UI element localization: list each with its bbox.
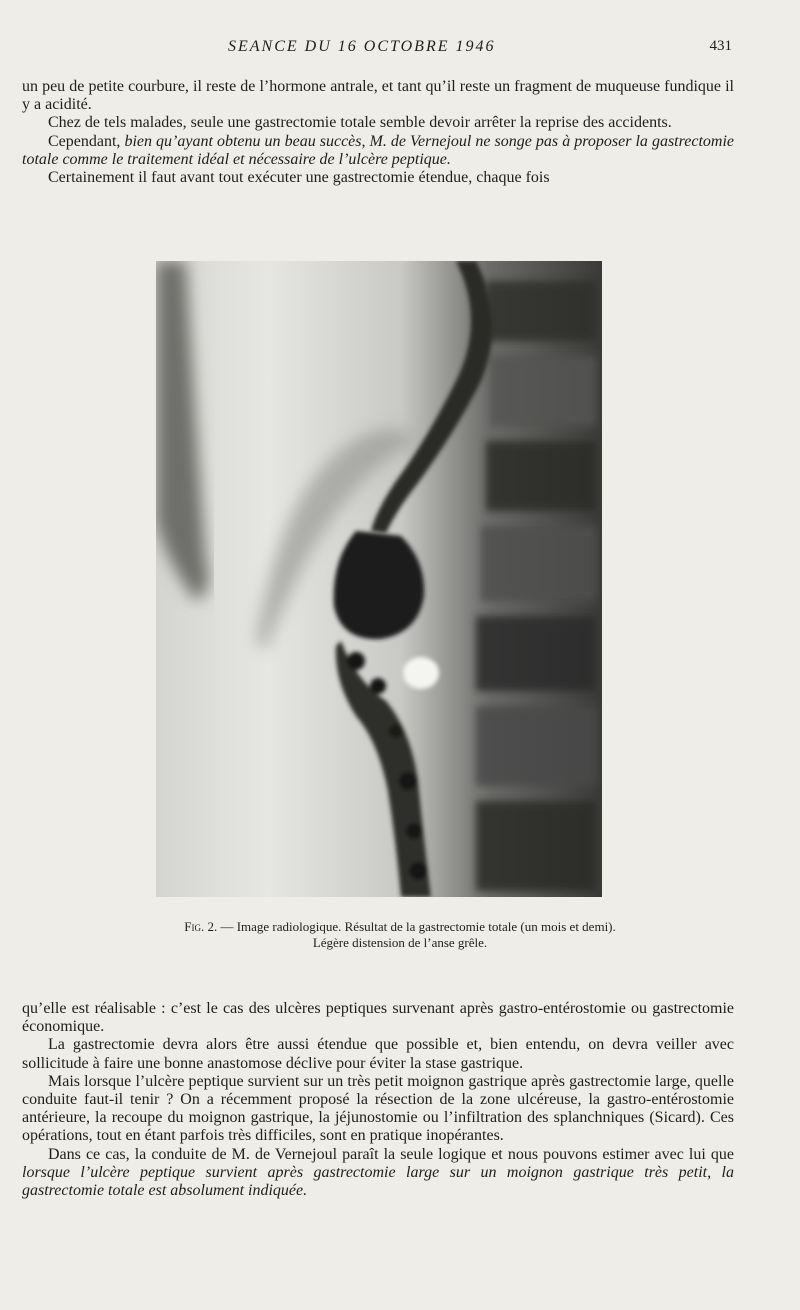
paragraph-italic: bien qu’ayant obtenu un beau succès, M. de Vernejoul ne songe pas à proposer la gastrectomie totale comme le traitement idéal et nécessaire de l’ulcère peptique.	[22, 132, 735, 168]
radiograph-image	[156, 261, 602, 897]
paragraph	[22, 1146, 734, 1201]
paragraph	[22, 133, 734, 169]
paragraph-lead: Cependant,	[48, 132, 125, 150]
radiograph-figure	[156, 261, 602, 897]
page-number: 431	[709, 38, 732, 54]
paragraph: Mais lorsque l’ulcère peptique survient sur un très petit moignon gastrique après gastrectomie large, quelle conduite faut-il tenir ? On a récemment proposé la résection de la zone ulcéreuse, la gastro-entérostomie antérieure, la recoupe du moignon gastrique, la jéjunostomie ou l’infiltration des splanchniques (Sicard). Ces opérations, tout en étant parfois très difficiles, sont en pratique inopérantes.	[22, 1072, 734, 1145]
paragraph: Certainement il faut avant tout exécuter une gastrectomie étendue, chaque fois	[48, 169, 550, 187]
paragraph: qu’elle est réalisable : c’est le cas des ulcères peptiques survenant après gastro-entérostomie ou gastrectomie économique.	[22, 1000, 734, 1036]
figure-label: Fig. 2.	[184, 919, 218, 934]
paragraph: La gastrectomie devra alors être aussi étendue que possible et, bien entendu, on devra veiller avec sollicitude à faire une bonne anastomose déclive pour éviter la stase gastrique.	[22, 1036, 734, 1072]
paragraph-lead: Dans ce cas, la conduite de M. de Vernejoul paraît la seule logique et nous pouvons estimer avec lui que	[48, 1145, 734, 1163]
paragraph-italic: lorsque l’ulcère peptique survient après gastrectomie large sur un moignon gastrique très petit, la gastrectomie totale est absolument indiquée.	[22, 1163, 734, 1200]
caption-text: — Image radiologique. Résultat de la gastrectomie totale (un mois et demi).	[217, 919, 616, 934]
running-head	[0, 38, 800, 60]
paragraph: un peu de petite courbure, il reste de l’hormone antrale, et tant qu’il reste un fragment de muqueuse fundique il y a acidité.	[22, 78, 734, 114]
bottom-text-block	[22, 1000, 734, 1200]
top-text-block	[22, 78, 734, 187]
paragraph: Chez de tels malades, seule une gastrectomie totale semble devoir arrêter la reprise des accidents.	[48, 114, 672, 132]
running-head-title: SEANCE DU 16 OCTOBRE 1946	[228, 38, 496, 55]
caption-line: Légère distension de l’anse grêle.	[312, 935, 488, 950]
figure-caption	[70, 919, 730, 951]
caption-line	[70, 919, 730, 935]
